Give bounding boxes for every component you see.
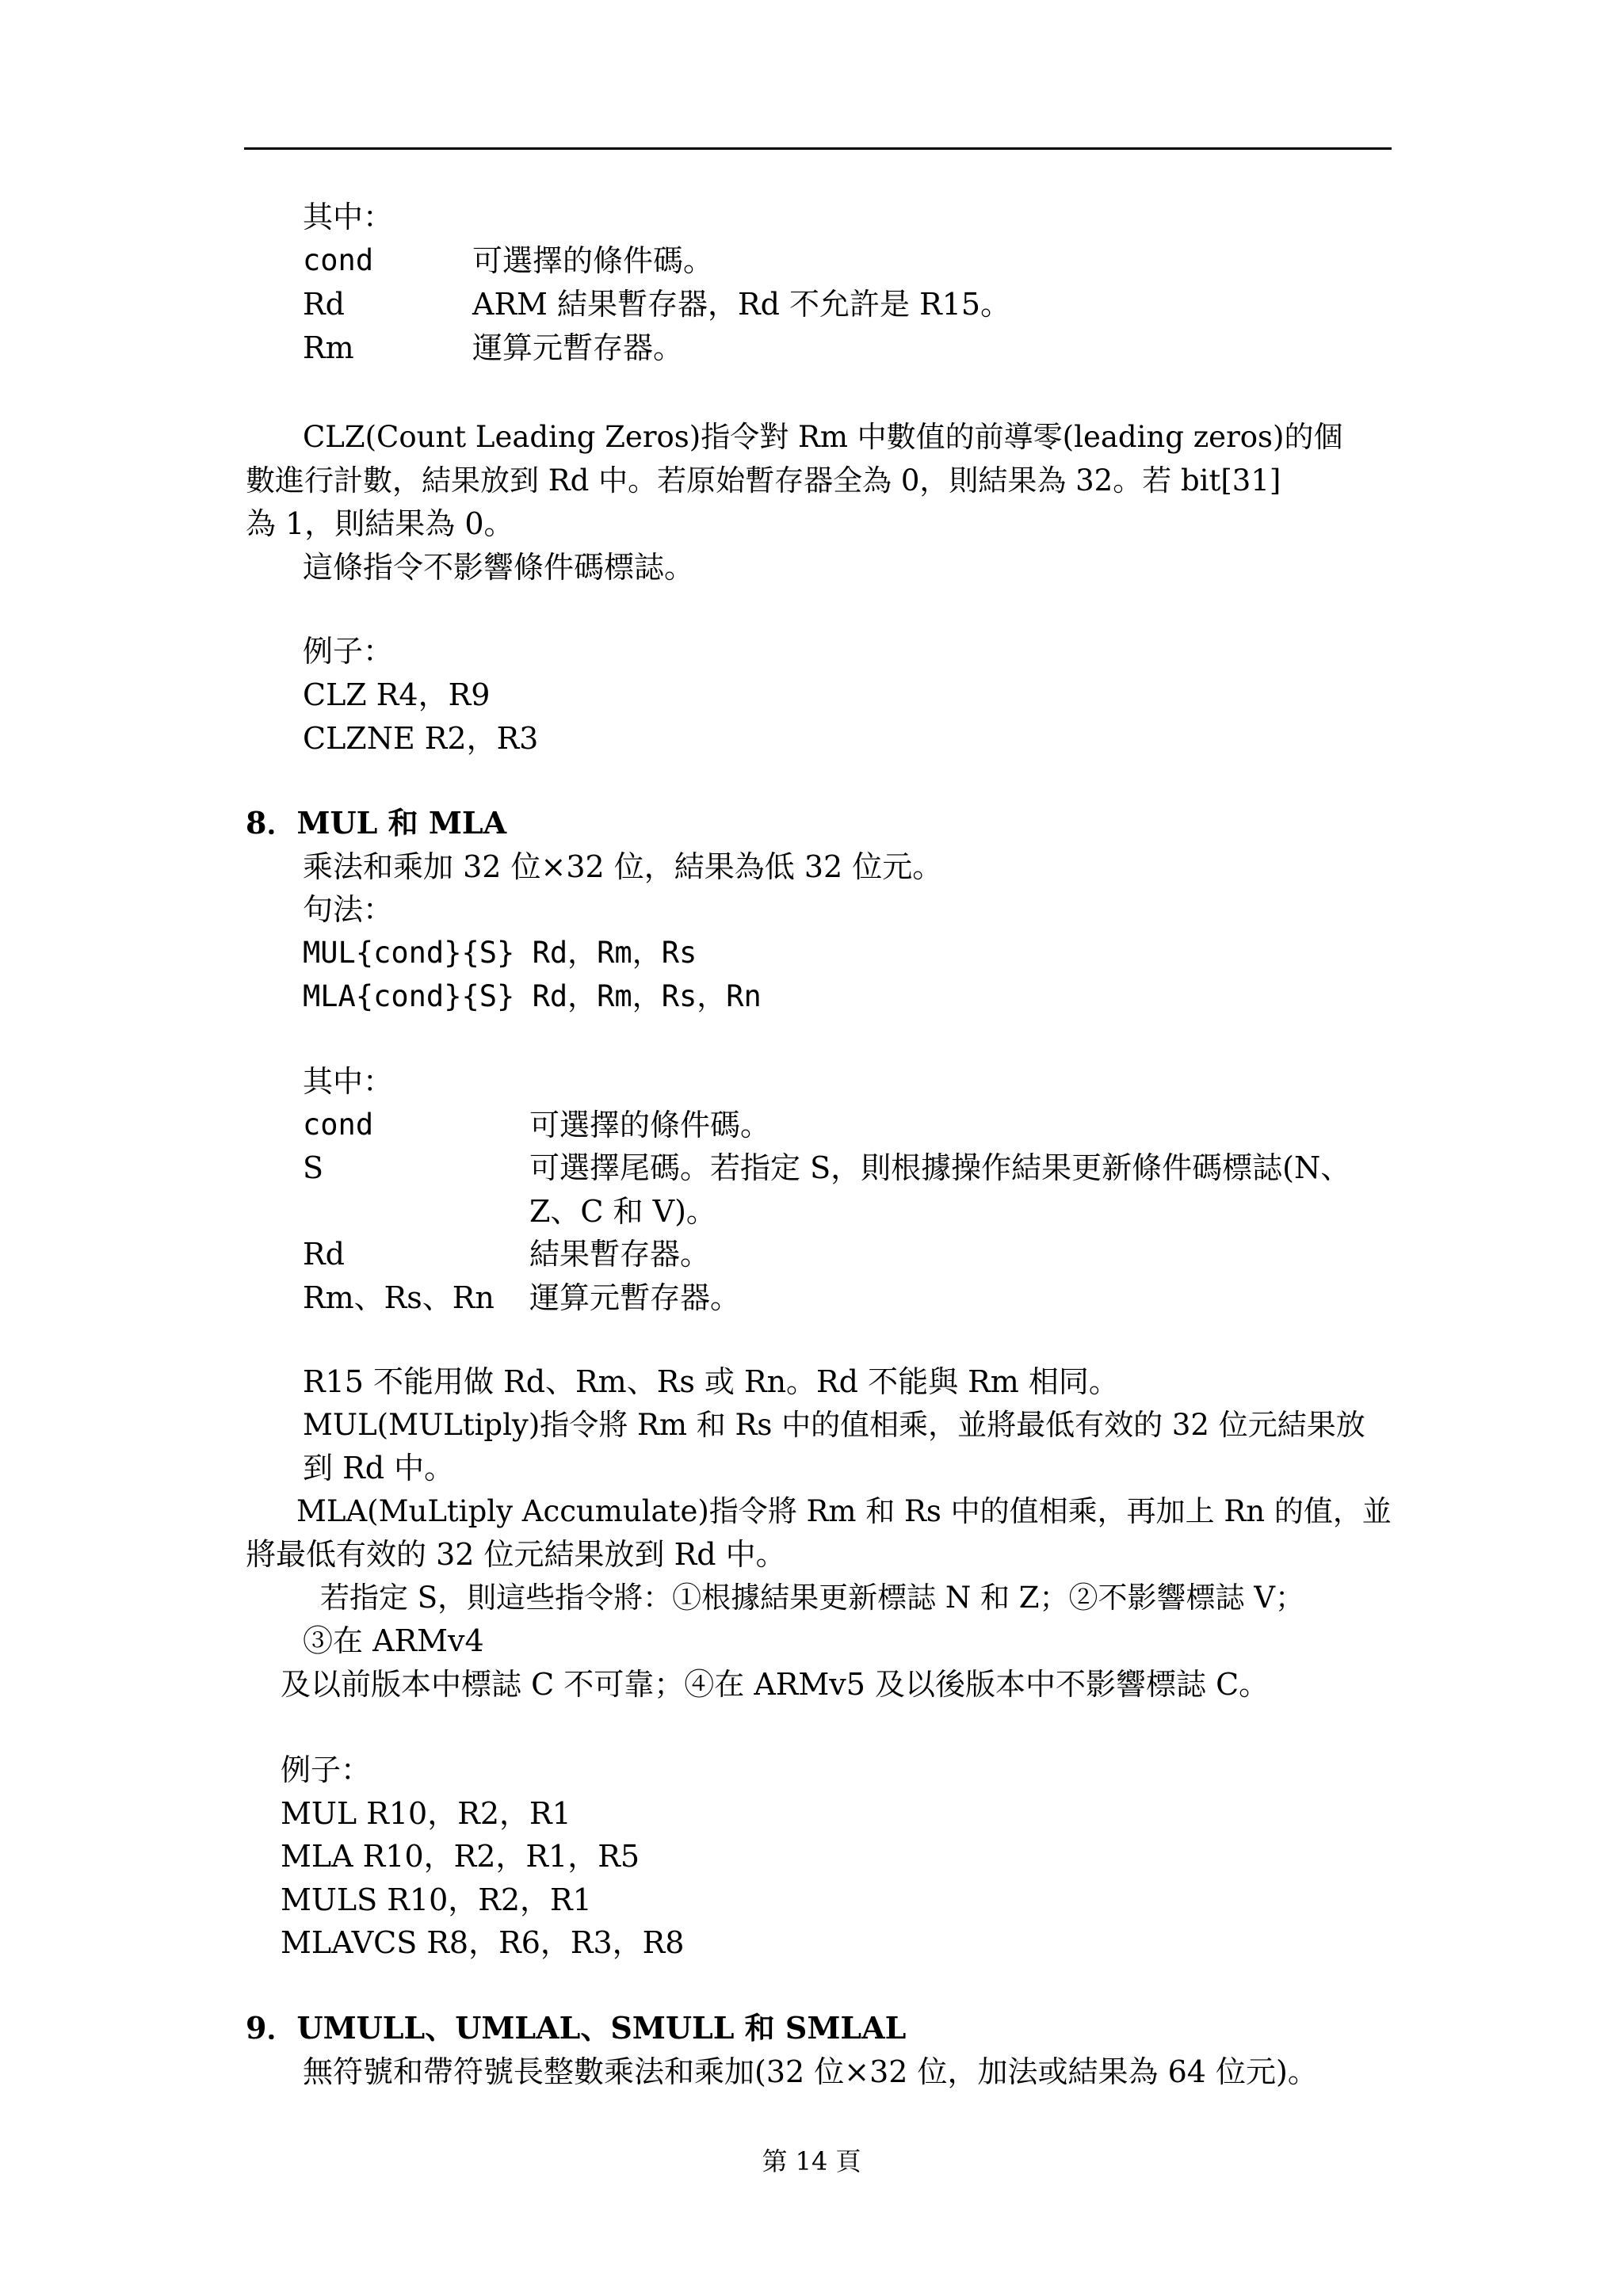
header-rule: [244, 147, 1392, 150]
param-name: Rd: [303, 1237, 345, 1272]
note-r15: R15 不能用做 Rd、Rm、Rs 或 Rn。Rd 不能與 Rm 相同。: [303, 1364, 1119, 1399]
param-name: cond: [303, 1108, 374, 1142]
param-desc: 可選擇的條件碼。: [529, 1108, 771, 1142]
param-desc: 可選擇尾碼。若指定 S，則根據操作結果更新條件碼標誌(N、: [529, 1150, 1351, 1185]
section-heading: 8．MUL 和 MLA: [246, 805, 507, 841]
param-name: S: [303, 1150, 324, 1185]
param-desc: 可選擇的條件碼。: [472, 243, 714, 278]
where-label: 其中：: [303, 200, 394, 235]
clz-paragraph-line: 數進行計數，結果放到 Rd 中。若原始暫存器全為 0，則結果為 32。若 bit[31]: [246, 463, 1281, 498]
section-desc: 乘法和乘加 32 位×32 位，結果為低 32 位元。: [303, 849, 943, 884]
param-name: cond: [303, 243, 374, 277]
param-name: Rm: [303, 330, 354, 365]
where-label: 其中：: [303, 1064, 394, 1099]
syntax-label: 句法：: [303, 892, 394, 927]
param-desc: 運算元暫存器。: [529, 1280, 741, 1315]
param-name: Rm、Rs、Rn: [303, 1280, 495, 1315]
code-example: MLAVCS R8，R6，R3，R8: [281, 1925, 685, 1960]
clz-paragraph-line: 為 1，則結果為 0。: [246, 506, 514, 541]
s-paragraph-line: 及以前版本中標誌 C 不可靠；④在 ARMv5 及以後版本中不影響標誌 C。: [281, 1667, 1270, 1702]
param-name: Rd: [303, 287, 345, 322]
s-paragraph-line: ③在 ARMv4: [303, 1623, 484, 1658]
mul-paragraph-line: 到 Rd 中。: [303, 1451, 455, 1486]
clz-flags-note: 這條指令不影響條件碼標誌。: [303, 550, 695, 585]
section-heading: 9．UMULL、UMLAL、SMULL 和 SMLAL: [246, 2010, 907, 2046]
param-desc: 運算元暫存器。: [472, 330, 684, 365]
s-paragraph-line: 若指定 S，則這些指令將：①根據結果更新標誌 N 和 Z；②不影響標誌 V；: [320, 1581, 1304, 1615]
code-example: CLZ R4，R9: [303, 677, 491, 712]
code-example: MLA R10，R2，R1，R5: [281, 1839, 640, 1874]
examples-label: 例子：: [281, 1753, 372, 1787]
code-example: CLZNE R2，R3: [303, 721, 539, 756]
code-example: MULS R10，R2，R1: [281, 1882, 592, 1917]
mul-paragraph-line: MUL(MULtiply)指令將 Rm 和 Rs 中的值相乘，並將最低有效的 32 位元結果放: [303, 1408, 1365, 1442]
syntax-line: MUL{cond}{S} Rd，Rm，Rs: [303, 936, 697, 970]
param-desc: ARM 結果暫存器，Rd 不允許是 R15。: [472, 287, 1011, 322]
mla-paragraph-line: 將最低有效的 32 位元結果放到 Rd 中。: [246, 1537, 786, 1572]
param-desc-cont: Z、C 和 V)。: [529, 1194, 716, 1229]
syntax-line: MLA{cond}{S} Rd，Rm，Rs，Rn: [303, 979, 762, 1013]
code-example: MUL R10，R2，R1: [281, 1796, 571, 1831]
mla-paragraph-line: MLA(MuLtiply Accumulate)指令將 Rm 和 Rs 中的值相乘，再加上 Rn 的值，並: [296, 1494, 1392, 1528]
section-desc: 無符號和帶符號長整數乘法和乘加(32 位×32 位，加法或結果為 64 位元)。: [303, 2054, 1318, 2089]
clz-paragraph-line: CLZ(Count Leading Zeros)指令對 Rm 中數值的前導零(leading zeros)的個: [303, 420, 1343, 454]
examples-label: 例子：: [303, 634, 394, 669]
param-desc: 結果暫存器。: [529, 1237, 711, 1272]
page-number: 第 14 頁: [762, 2146, 861, 2176]
